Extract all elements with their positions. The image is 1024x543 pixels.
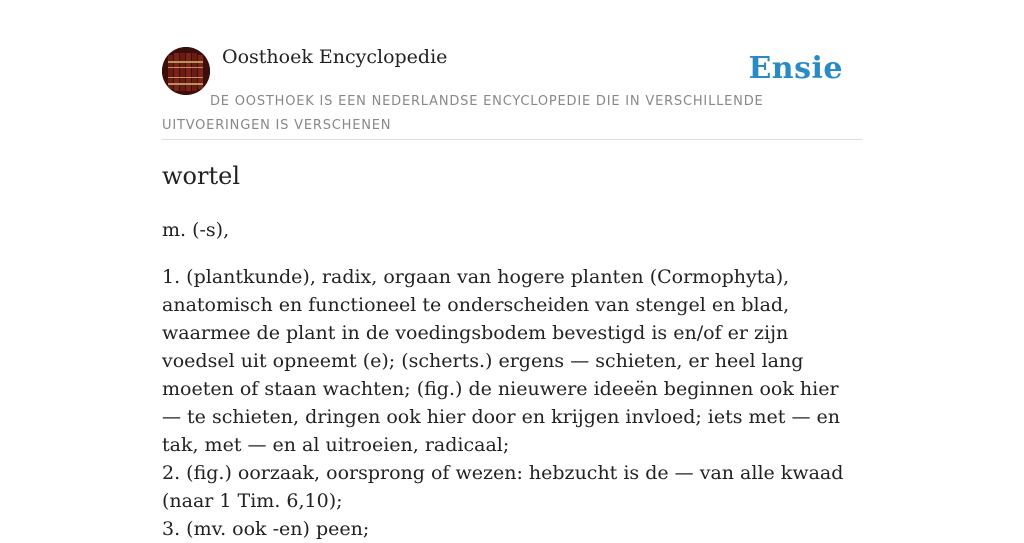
book-spines-icon xyxy=(162,47,210,95)
page xyxy=(162,0,862,540)
site-subtitle: DE OOSTHOEK IS EEN NEDERLANDSE ENCYCLOPEDIE DIE IN VERSCHILLENDE UITVOERINGEN IS VERSCHENEN xyxy=(162,94,764,133)
definition-item: 3. (mv. ook -en) peen; xyxy=(162,518,370,540)
avatar[interactable] xyxy=(162,47,210,95)
definition-item: 2. (fig.) oorzaak, oorsprong of wezen: hebzucht is de — van alle kwaad (naar 1 Tim. 6,10); xyxy=(162,462,844,512)
entry-definitions xyxy=(162,263,862,543)
entry-title: wortel xyxy=(162,162,240,190)
site-title[interactable]: Oosthoek Encyclopedie xyxy=(222,46,448,68)
definition-item: 1. (plantkunde), radix, orgaan van hogere planten (Cormophyta), anatomisch en functioneel te onderscheiden van stengel en blad, waarmee de plant in de voedingsbodem bevestigd is en/of er zijn voedsel uit opneemt (e); (scherts.) ergens — schieten, er heel lang moeten of staan wachten; (fig.) de nieuwere ideeën beginnen ook hier — te schieten, dringen ook hier door en krijgen invloed; iets met — en tak, met — en al uitroeien, radicaal; xyxy=(162,266,840,456)
brand-logo[interactable]: Ensie xyxy=(748,51,843,86)
site-header xyxy=(162,0,862,140)
entry-grammar: m. (-s), xyxy=(162,219,230,241)
